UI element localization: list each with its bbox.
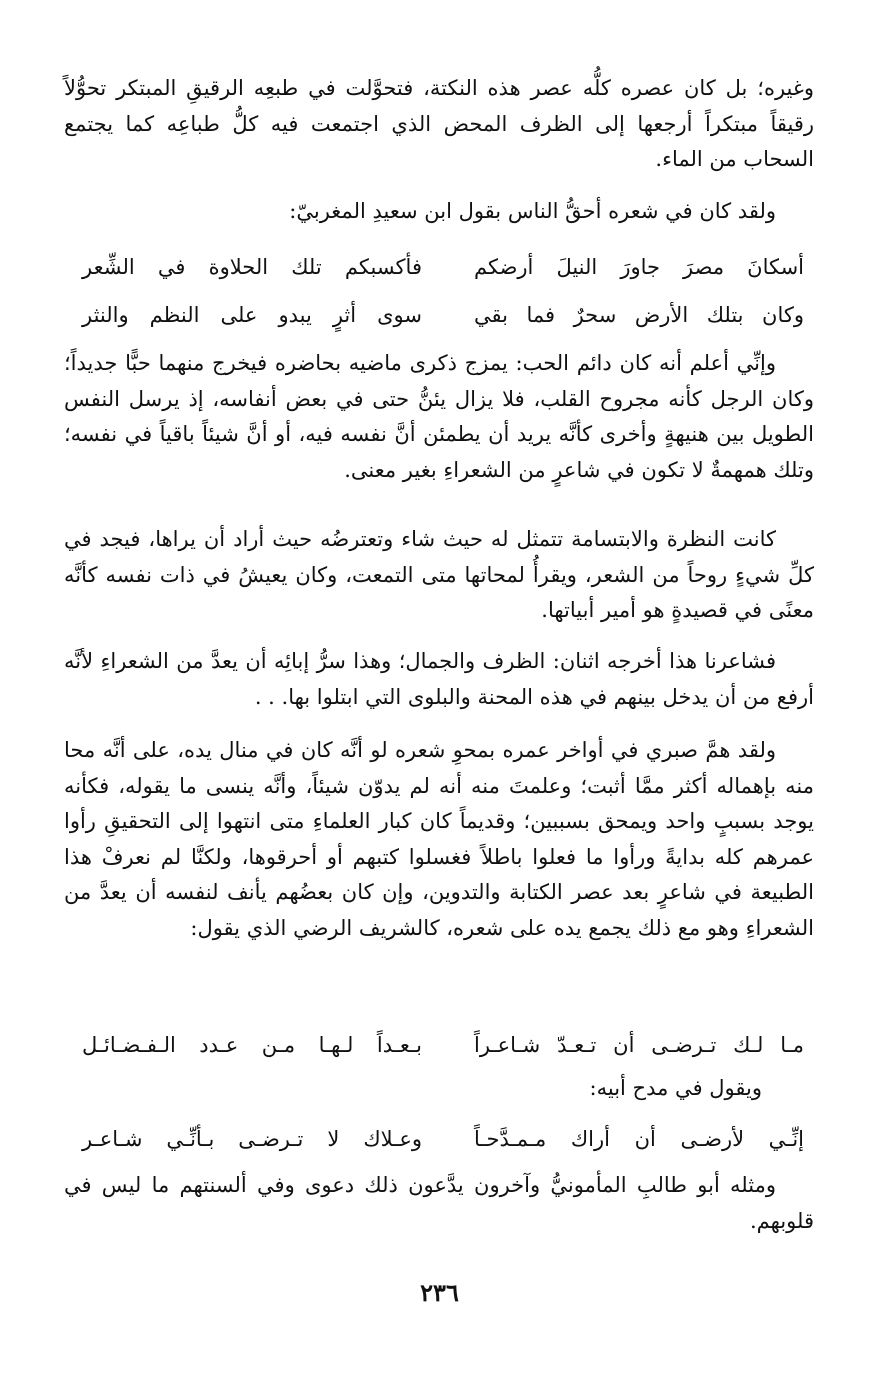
verse-1-first-hemistich: أسكانَ مصرَ جاورَ النيلَ أرضكم (474, 255, 804, 279)
verse-2-first-hemistich: وكان بتلك الأرض سحرٌ فما بقي (474, 303, 804, 327)
verse-line-4 (64, 1121, 814, 1157)
paragraph-our-poet: فشاعرنا هذا أخرجه اثنان: الظرف والجمال؛ وهذا سرُّ إبائِه أن يعدَّ من الشعراءِ لأنَّه أرفع من أن يدخل بينهم في هذه المحنة والبلوى التي ابتلوا بها. . . (64, 649, 814, 709)
verse-line-2 (64, 297, 814, 333)
paragraph-verse-lead: ولقد كان في شعره أحقُّ الناس بقول ابن سعيدِ المغربيّ: (289, 199, 776, 223)
verse-line-3 (64, 1027, 814, 1063)
paragraph-intro: وغيره؛ بل كان عصره كلُّه عصر هذه النكتة، فتحوَّلت في طبعِه الرقيقِ المبتكر تحوُّلاً رقيقاً مبتكراً أرجعها إلى الظرف المحض الذي اجتمعت فيه كلُّ طباعِه كما يجتمع السحاب من الماء. (64, 76, 814, 171)
verse-4-second-hemistich: وعـلاك لا تـرضـى بـأنِّـي شـاعـر (82, 1127, 422, 1151)
paragraph-erasing-poetry: ولقد همَّ صبري في أواخر عمره بمحوِ شعره لو أنَّه كان في منال يده، على أنَّه محا منه بإهماله أكثر ممَّا أثبت؛ وعلمتَ منه أنه لم يدوّن شيئاً، وأنَّه ينسى ما يقوله، فكأنه يوجد بسببٍ واحد ويمحق بسببين؛ وقديماً كان كبار العلماءِ متى انتهوا إلى التحقيقِ رأوا عمرهم كله بدايةً ورأوا ما فعلوا باطلاً فغسلوا كتبهم أو أحرقوها، ولكنَّا لم نعرفْ هذا الطبيعة في شاعرٍ بعد عصر الكتابة والتدوين، وإن كان بعضُهم يأنف لنفسه أن يعدَّ من الشعراءِ وهو مع ذلك يجمع يده على شعره، كالشريف الرضي الذي يقول: (64, 738, 814, 940)
verse-intro-father-praise: ويقول في مدح أبيه: (589, 1076, 762, 1100)
paragraph-love: وإنِّي أعلم أنه كان دائم الحب: يمزج ذكرى ماضيه بحاضره فيخرج منهما حبًّا جديداً؛ وكان الرجل كأنه مجروح القلب، فلا يزال يئنُّ حتى في بعض أنفاسه، إذ يرسل النفس الطويل بين هنيهةٍ وأخرى كأنَّه يريد أن يطمئن أنَّ نفسه فيه، أو أنَّ شيئاً باقياً في نفسه؛ وتلك همهمةٌ لا تكون في شاعرٍ من الشعراءِ بغير معنى. (64, 351, 814, 482)
verse-3-first-hemistich: مـا لـك تـرضـى أن تـعـدّ شـاعـراً (474, 1033, 804, 1057)
page-number: ٢٣٦ (420, 1278, 459, 1307)
verse-line-1 (64, 249, 814, 285)
verse-3-second-hemistich: بـعـداً لـهـا مـن عـدد الـفـضـائـل (82, 1033, 422, 1057)
verse-2-second-hemistich: سوى أثرٍ يبدو على النظم والنثر (82, 303, 422, 327)
paragraph-abu-talib: ومثله أبو طالبِ المأمونيُّ وآخرون يدَّعون ذلك دعوى وفي ألسنتهم ما ليس في قلوبهم. (64, 1173, 814, 1233)
paragraph-glance: كانت النظرة والابتسامة تتمثل له حيث شاء وتعترضُه حيث أراد أن يراها، فيجد في كلِّ شيءٍ روحاً من الشعر، ويقرأُ لمحاتها متى التمعت، وكان يعيشُ في ذات نفسه كأنَّه معنًى في قصيدةٍ هو أمير أبياتها. (64, 527, 814, 622)
verse-4-first-hemistich: إنِّـي لأرضـى أن أراك مـمـدَّحـاً (474, 1127, 804, 1151)
verse-1-second-hemistich: فأكسبكم تلك الحلاوة في الشِّعر (82, 255, 422, 279)
